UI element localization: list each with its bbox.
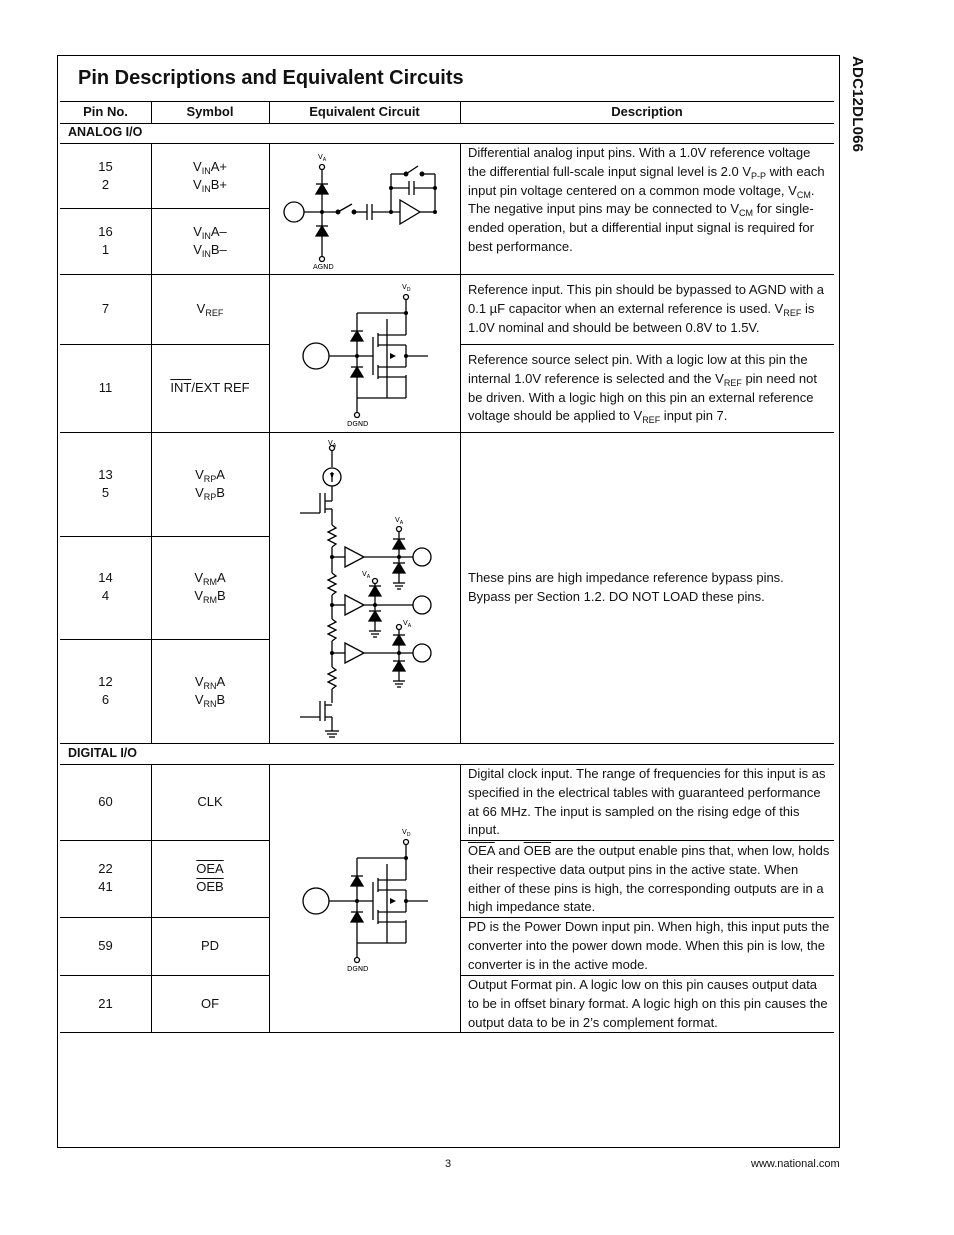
pin-number: 7 <box>101 301 110 316</box>
pin-number: 22 41 <box>98 861 113 894</box>
description-vin: Differential analog input pins. With a 1.0V reference voltage the differential full-scale input signal level is 2.0 $V_{P-P}$ with each input pin voltage centered on a common mode voltage, $V_{CM}$. The negative input pins may be connected to $V_{CM}$ for single-ended operation, but a differential input signal is required for best performance. <box>468 145 825 254</box>
reference-bypass-circuit <box>270 433 460 743</box>
pin-number: 16 1 <box>98 224 113 257</box>
header-symbol: Symbol <box>186 104 234 119</box>
pin-symbol: $V_{RM}A$ $V_{RM}B$ <box>194 570 226 605</box>
row-rule <box>60 536 270 537</box>
description-pd: PD is the Power Down input pin. When high, this input puts the converter into the power down mode. When this pin is low, the converter is in the active mode. <box>468 919 830 972</box>
pin-number: 11 <box>98 380 113 395</box>
vd-label: $V_D$ <box>402 828 411 838</box>
digital-input-circuit <box>270 820 460 977</box>
row-rule <box>60 917 270 918</box>
pin-symbol: $V_{RP}A$ $V_{RP}B$ <box>195 467 225 502</box>
row-rule <box>60 208 270 209</box>
description-bypass: These pins are high impedance reference bypass pins. Bypass per Section 1.2. DO NOT LOAD these pins. <box>468 570 784 604</box>
description-clk: Digital clock input. The range of frequencies for this input is as specified in the electrical tables with guaranteed performance at 66 MHz. The input is sampled on the rising edge of this input. <box>468 766 826 838</box>
analog-input-circuit <box>270 144 460 274</box>
pin-symbol: $V_{IN}A+$ $V_{IN}B+$ <box>193 159 227 194</box>
pin-symbol: CLK <box>197 794 223 809</box>
pin-number: 13 5 <box>98 467 113 500</box>
va-label: $V_A$ <box>362 570 371 580</box>
row-rule <box>60 639 270 640</box>
pin-symbol: $\overline{OEA}$ $\overline{OEB}$ <box>196 861 224 894</box>
dgnd-label: DGND <box>347 965 369 973</box>
va-label: $V_A$ <box>403 619 412 629</box>
page-title: Pin Descriptions and Equivalent Circuits <box>78 67 464 89</box>
pin-number: 59 <box>98 938 113 953</box>
row-rule <box>60 344 270 345</box>
description-oe: $\overline{OEA}$ and $\overline{OEB}$ are the output enable pins that, when low, holds their respective data output pins in the active state. When either of these pins is high, the corresponding outputs are in a high impedance state. <box>468 843 830 915</box>
va-label: $V_A$ <box>395 516 404 526</box>
vd-label: $V_D$ <box>402 283 411 293</box>
dgnd-label: DGND <box>347 420 369 428</box>
pin-number: 14 4 <box>98 570 113 603</box>
pin-symbol: OF <box>200 996 220 1011</box>
website-link[interactable]: www.national.com <box>751 1158 840 1170</box>
description-of: Output Format pin. A logic low on this pin causes output data to be in offset binary format. A logic high on this pin causes the output data to be in 2’s complement format. <box>468 977 828 1030</box>
col-rule <box>460 764 461 1032</box>
pin-symbol: $V_{RN}A$ $V_{RN}B$ <box>194 674 226 709</box>
pin-symbol: $\overline{INT}$/EXT REF <box>170 380 250 395</box>
pin-number: 60 <box>98 794 113 809</box>
row-rule <box>60 975 270 976</box>
pin-number: 12 6 <box>98 674 113 707</box>
description-int-ext-ref: Reference source select pin. With a logic low at this pin the internal 1.0V reference is selected and the $V_{REF}$ pin need not be driven. With a logic high on this pin an external reference voltage should be applied to $V_{REF}$ input pin 7. <box>468 352 818 426</box>
agnd-label: AGND <box>313 263 334 271</box>
col-rule <box>460 143 461 743</box>
pin-number: 21 <box>98 996 113 1011</box>
header-pin: Pin No. <box>83 104 128 119</box>
va-label: $V_A$ <box>328 439 337 449</box>
row-rule <box>460 344 834 345</box>
description-vref: Reference input. This pin should be bypassed to AGND with a 0.1 µF capacitor when an external reference is used. $V_{REF}$ is 1.0V nominal and should be between 0.8V to 1.5V. <box>468 282 825 335</box>
reference-input-circuit <box>270 275 460 432</box>
va-label: $V_A$ <box>318 153 327 163</box>
row-rule <box>60 743 834 744</box>
section-digital: DIGITAL I/O <box>68 746 137 760</box>
page-number: 3 <box>445 1158 452 1170</box>
header-circuit: Equivalent Circuit <box>309 104 420 119</box>
pin-symbol: $V_{REF}$ <box>196 301 224 318</box>
header-top-rule <box>60 101 834 102</box>
pin-symbol: PD <box>200 938 220 953</box>
header-bottom-rule <box>60 123 834 124</box>
side-part-number: ADC12DL066 <box>849 56 866 153</box>
header-description: Description <box>611 104 683 119</box>
section-analog: ANALOG I/O <box>68 125 143 139</box>
pin-symbol: $V_{IN}A-$ $V_{IN}B-$ <box>193 224 227 259</box>
pin-number: 15 2 <box>98 159 113 192</box>
row-rule <box>60 840 270 841</box>
